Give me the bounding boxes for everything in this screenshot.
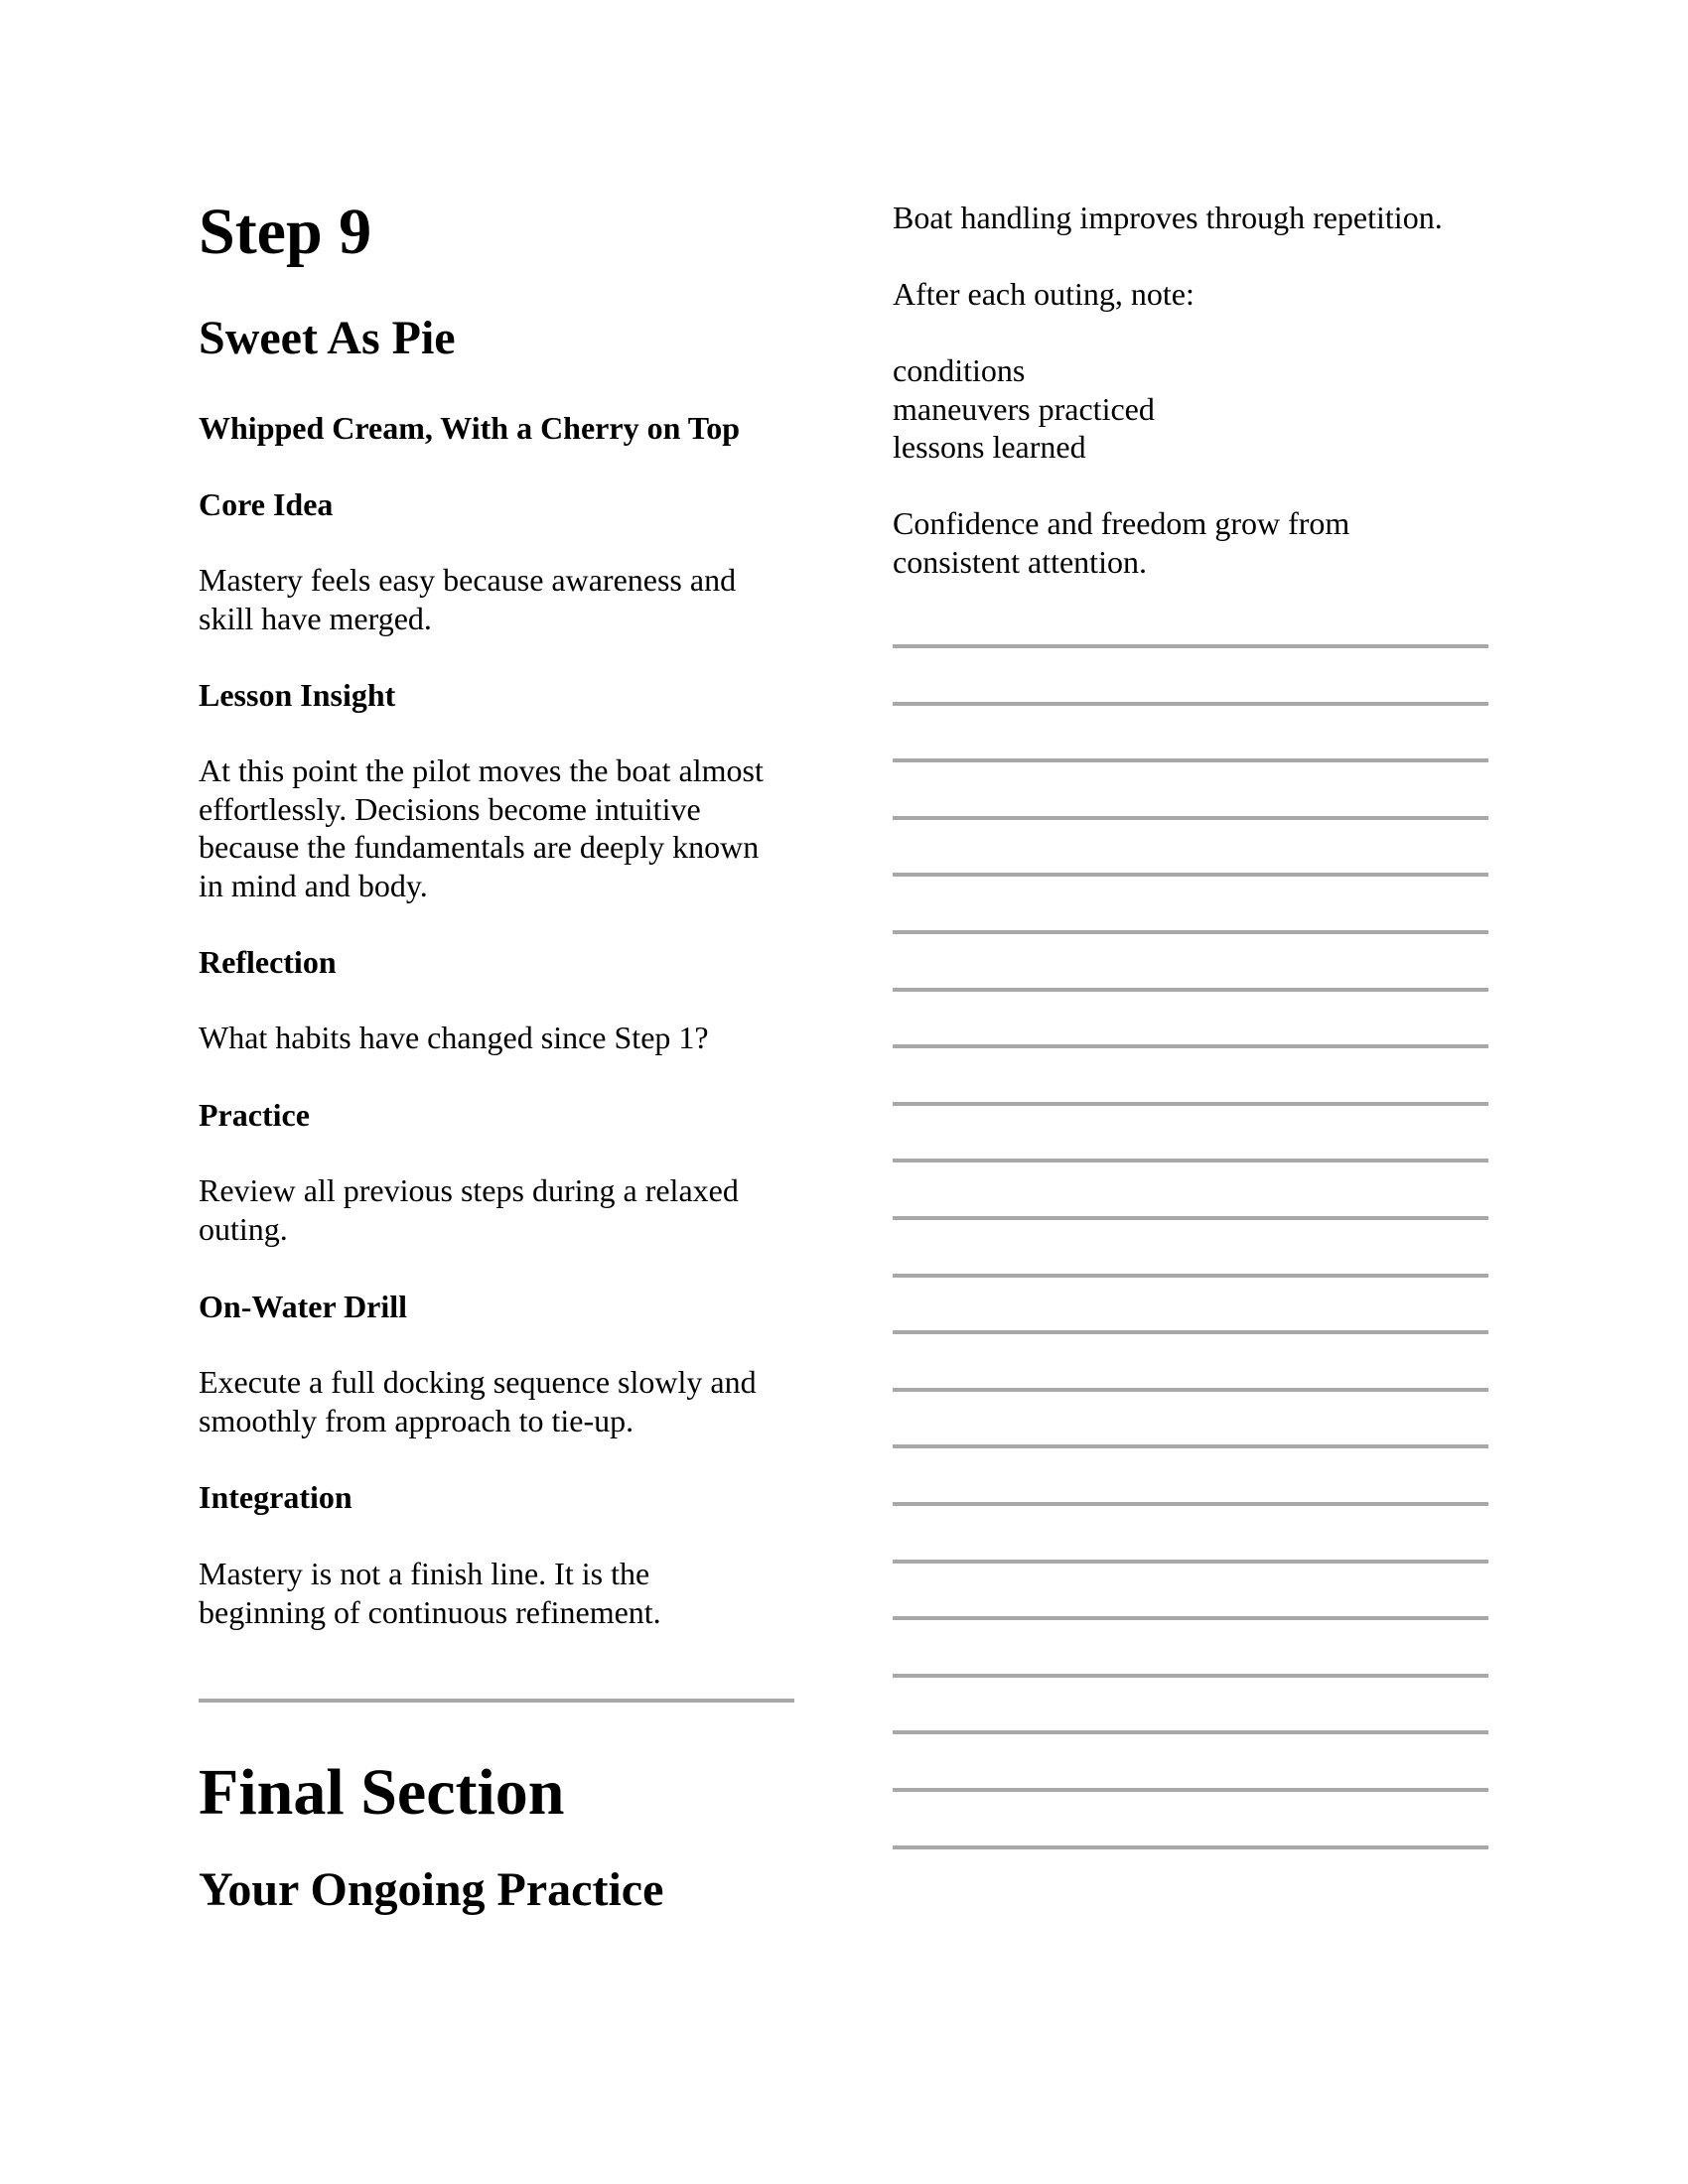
note-list — [893, 351, 1155, 467]
writing-line — [893, 1444, 1488, 1448]
section-label-reflection: Reflection — [199, 944, 337, 980]
text-line: At this point the pilot moves the boat almost — [199, 752, 764, 788]
section-text-core-idea — [199, 561, 736, 637]
text-line: Execute a full docking sequence slowly and — [199, 1364, 757, 1400]
writing-line — [893, 1274, 1488, 1278]
section-text-on-water-drill — [199, 1363, 757, 1439]
step-title: Sweet As Pie — [199, 312, 456, 364]
text-line: in mind and body. — [199, 867, 428, 903]
text-line: Review all previous steps during a relaxed — [199, 1172, 739, 1208]
text-line: Mastery feels easy because awareness and — [199, 562, 737, 598]
writing-line — [893, 988, 1488, 992]
text-line: What habits have changed since Step 1? — [199, 1020, 709, 1055]
step-heading: Step 9 — [199, 196, 372, 268]
writing-line — [893, 873, 1488, 877]
writing-line — [893, 1330, 1488, 1334]
writing-line — [893, 1730, 1488, 1734]
writing-line — [893, 930, 1488, 934]
text-line: because the fundamentals are deeply known — [199, 829, 760, 865]
section-label-on-water-drill: On-Water Drill — [199, 1289, 408, 1324]
writing-line — [893, 1044, 1488, 1048]
text-line: effortlessly. Decisions become intuitive — [199, 790, 701, 827]
writing-line — [893, 758, 1488, 762]
section-text-practice — [199, 1171, 739, 1248]
list-item: lessons learned — [893, 429, 1086, 465]
final-section-heading: Final Section — [199, 1756, 565, 1829]
text-line: Confidence and freedom grow from — [893, 505, 1350, 541]
after-outing-text: After each outing, note: — [893, 276, 1195, 312]
text-line: smoothly from approach to tie-up. — [199, 1402, 634, 1438]
section-label-integration: Integration — [199, 1479, 352, 1515]
writing-line — [893, 1502, 1488, 1506]
section-text-lesson-insight — [199, 751, 764, 904]
section-divider — [199, 1699, 794, 1703]
writing-line — [893, 1788, 1488, 1792]
writing-line — [893, 1102, 1488, 1106]
text-line: outing. — [199, 1210, 288, 1247]
text-line: Mastery is not a finish line. It is the — [199, 1556, 650, 1591]
writing-line — [893, 1616, 1488, 1620]
section-label-core-idea: Core Idea — [199, 486, 334, 522]
writing-line — [893, 702, 1488, 706]
closing-text — [893, 504, 1349, 581]
writing-line — [893, 816, 1488, 820]
writing-line — [893, 1845, 1488, 1849]
step-subtitle: Whipped Cream, With a Cherry on Top — [199, 410, 740, 446]
intro-text: Boat handling improves through repetition. — [893, 200, 1443, 235]
list-item: maneuvers practiced — [893, 390, 1155, 427]
list-item: conditions — [893, 352, 1026, 388]
writing-line — [893, 1674, 1488, 1678]
writing-line — [893, 1388, 1488, 1392]
writing-line — [893, 1216, 1488, 1220]
section-label-practice: Practice — [199, 1097, 310, 1133]
section-label-lesson-insight: Lesson Insight — [199, 677, 396, 713]
section-text-reflection — [199, 1019, 709, 1057]
text-line: beginning of continuous refinement. — [199, 1593, 661, 1630]
text-line: skill have merged. — [199, 600, 432, 636]
final-section-subheading: Your Ongoing Practice — [199, 1863, 664, 1916]
writing-line — [893, 1159, 1488, 1162]
writing-line — [893, 644, 1488, 648]
section-text-integration — [199, 1555, 661, 1631]
writing-line — [893, 1560, 1488, 1564]
text-line: consistent attention. — [893, 543, 1147, 580]
